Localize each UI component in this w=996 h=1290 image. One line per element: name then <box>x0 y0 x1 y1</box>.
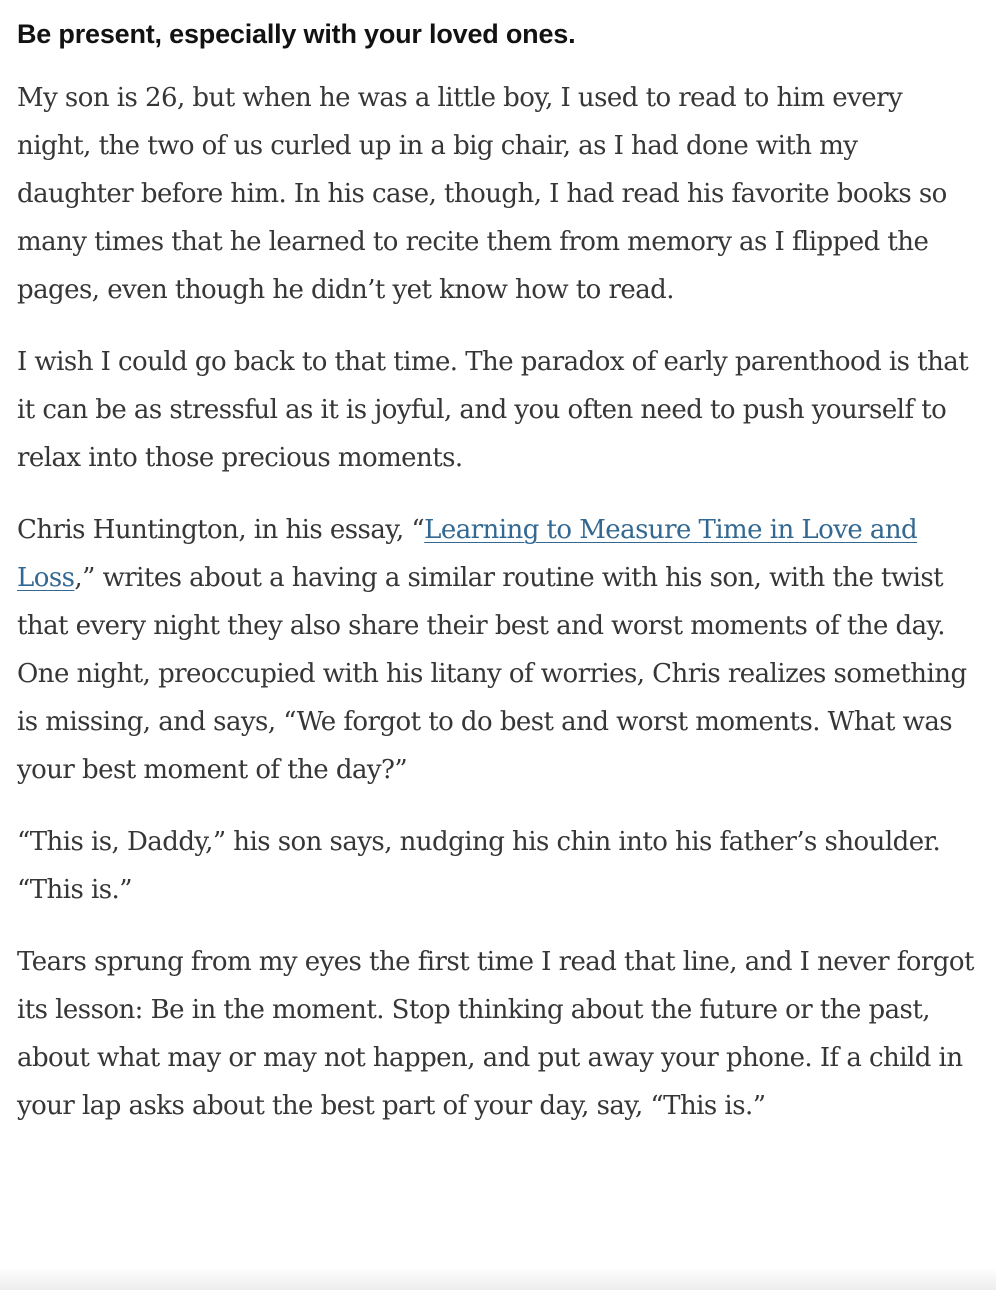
section-subhead: Be present, especially with your loved ones. <box>17 19 576 49</box>
paragraph-1: My son is 26, but when he was a little boy, I used to read to him every night, the two of us curled up in a big chair, as I had done with my daughter before him. In his case, though, I had read his favorite books so many times that he learned to recite them from memory as I flipped the pages, even though he didn’t yet know how to read. <box>17 83 947 305</box>
paragraph-5: Tears sprung from my eyes the first time I read that line, and I never forgot its lesson: Be in the moment. Stop thinking about the future or the past, about what may or may not happen, and put away your phone. If a child in your lap asks about the best part of your day, say, “This is.” <box>17 947 974 1121</box>
paragraph-3 <box>17 506 979 794</box>
paragraph-3-lead: Chris Huntington, in his essay, “ <box>17 515 425 545</box>
paragraph-3-rest: ,” writes about a having a similar routine with his son, with the twist that every night they also share their best and worst moments of the day. One night, preoccupied with his litany of worries, Chris realizes something is missing, and says, “We forgot to do best and worst moments. What was your best moment of the day?” <box>17 563 967 785</box>
paragraph-4: “This is, Daddy,” his son says, nudging his chin into his father’s shoulder. “This is.” <box>17 827 941 905</box>
article-body <box>17 14 979 1154</box>
bottom-fade <box>0 1268 996 1290</box>
essay-link[interactable]: Learning to Measure Time in Love and Loss <box>17 515 918 593</box>
paragraph-2: I wish I could go back to that time. The paradox of early parenthood is that it can be as stressful as it is joyful, and you often need to push yourself to relax into those precious moments. <box>17 347 969 473</box>
